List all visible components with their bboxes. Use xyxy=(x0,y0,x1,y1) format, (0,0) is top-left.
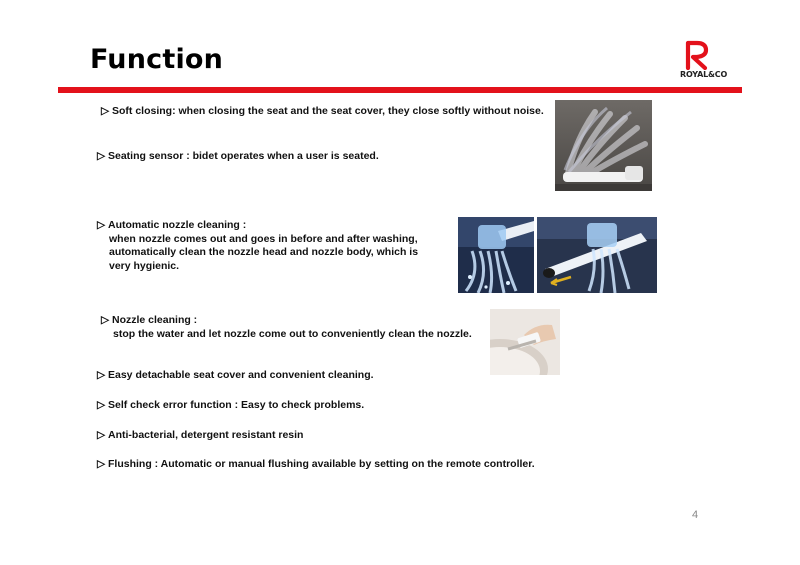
list-item-anti-bacterial xyxy=(97,429,303,443)
royal-co-logo xyxy=(678,40,748,86)
page-number: 4 xyxy=(692,509,699,521)
bullet-triangle-icon: ▷ xyxy=(101,105,110,117)
item-detail-line: very hygienic. xyxy=(109,259,180,272)
item-label: Nozzle cleaning : xyxy=(112,314,198,326)
list-item-auto-nozzle-cleaning xyxy=(97,219,418,273)
nozzle-spray-photo-1 xyxy=(458,217,534,293)
list-item-self-check xyxy=(97,399,364,413)
item-label: Automatic nozzle cleaning : xyxy=(108,219,247,231)
title-divider xyxy=(58,87,742,93)
bullet-triangle-icon: ▷ xyxy=(97,458,106,470)
item-label: Soft closing: when closing the seat and the seat cover, they close softly without noise. xyxy=(112,105,544,117)
nozzle-spray-photo-2 xyxy=(537,217,657,293)
slide-title: Function xyxy=(90,44,224,75)
bullet-triangle-icon: ▷ xyxy=(97,369,106,381)
manual-nozzle-cleaning-photo xyxy=(490,309,560,375)
list-item-detachable-cover xyxy=(97,369,374,383)
item-label: Easy detachable seat cover and convenient cleaning. xyxy=(108,369,374,381)
item-detail-line: stop the water and let nozzle come out to conveniently clean the nozzle. xyxy=(113,327,472,340)
bullet-triangle-icon: ▷ xyxy=(97,429,106,441)
soft-closing-seat-photo xyxy=(555,100,652,191)
r-logo-icon xyxy=(682,40,710,70)
item-detail-line: when nozzle comes out and goes in before and after washing, xyxy=(109,232,418,245)
bullet-triangle-icon: ▷ xyxy=(101,314,110,326)
bullet-triangle-icon: ▷ xyxy=(97,399,106,411)
logo-text: ROYAL&CO xyxy=(680,70,728,79)
list-item-seating-sensor xyxy=(97,150,379,164)
item-detail-line: automatically clean the nozzle head and nozzle body, which is xyxy=(109,246,419,258)
item-label: Seating sensor : bidet operates when a user is seated. xyxy=(108,150,379,162)
item-label: Flushing : Automatic or manual flushing available by setting on the remote controller. xyxy=(108,458,535,470)
bullet-triangle-icon: ▷ xyxy=(97,150,106,162)
list-item-soft-closing xyxy=(101,105,544,119)
bullet-triangle-icon: ▷ xyxy=(97,219,106,231)
list-item-flushing xyxy=(97,458,535,472)
list-item-nozzle-cleaning xyxy=(101,314,472,341)
item-label: Anti-bacterial, detergent resistant resin xyxy=(108,429,304,441)
item-label: Self check error function : Easy to check problems. xyxy=(108,399,365,411)
